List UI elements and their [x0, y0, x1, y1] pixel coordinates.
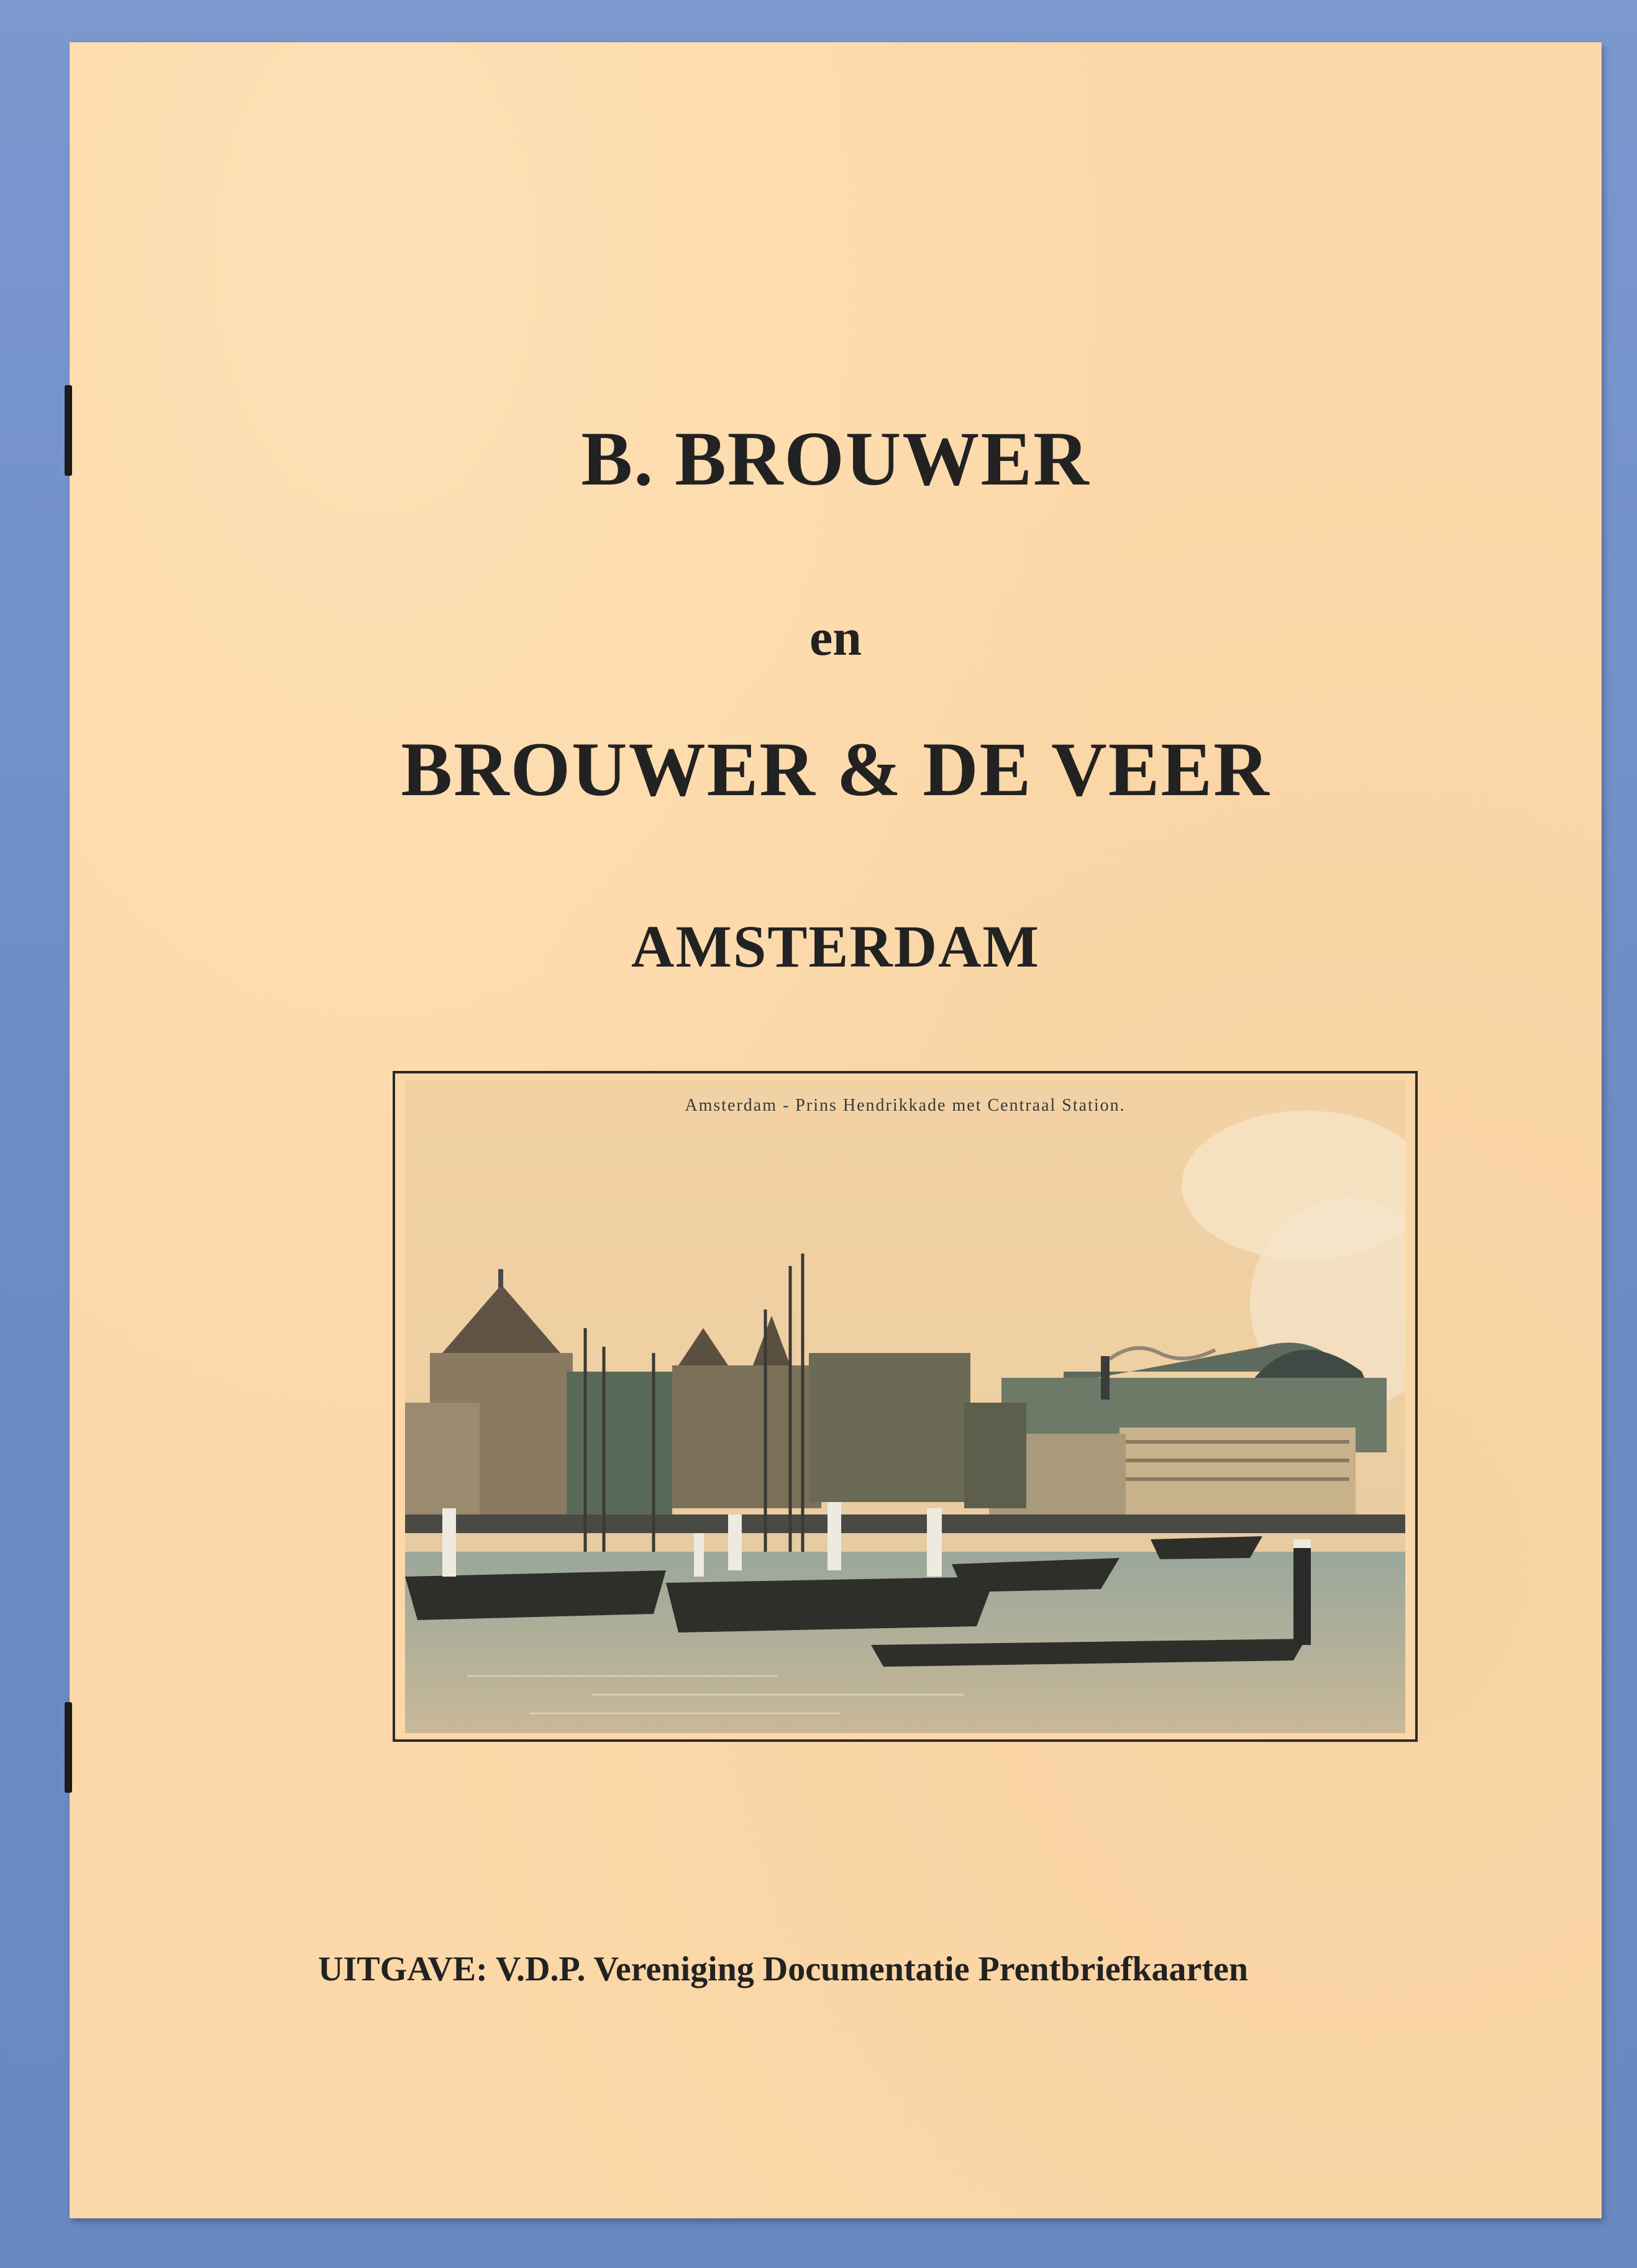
title-connector: en — [809, 609, 862, 667]
postcard-caption: Amsterdam - Prins Hendrikkade met Centraal Station. — [685, 1096, 1126, 1115]
harbor-scene-illustration — [405, 1080, 1405, 1733]
staple-bottom — [65, 1702, 72, 1793]
title-b-brouwer: B. BROUWER — [581, 416, 1090, 501]
title-brouwer-de-veer: BROUWER & DE VEER — [401, 727, 1270, 812]
publisher-line: UITGAVE: V.D.P. Vereniging Documentatie Prentbriefkaarten — [318, 1950, 1248, 1988]
postcard-photo — [393, 1071, 1418, 1742]
staple-top — [65, 385, 72, 476]
title-city: AMSTERDAM — [631, 913, 1040, 980]
booklet-cover — [70, 42, 1602, 2218]
